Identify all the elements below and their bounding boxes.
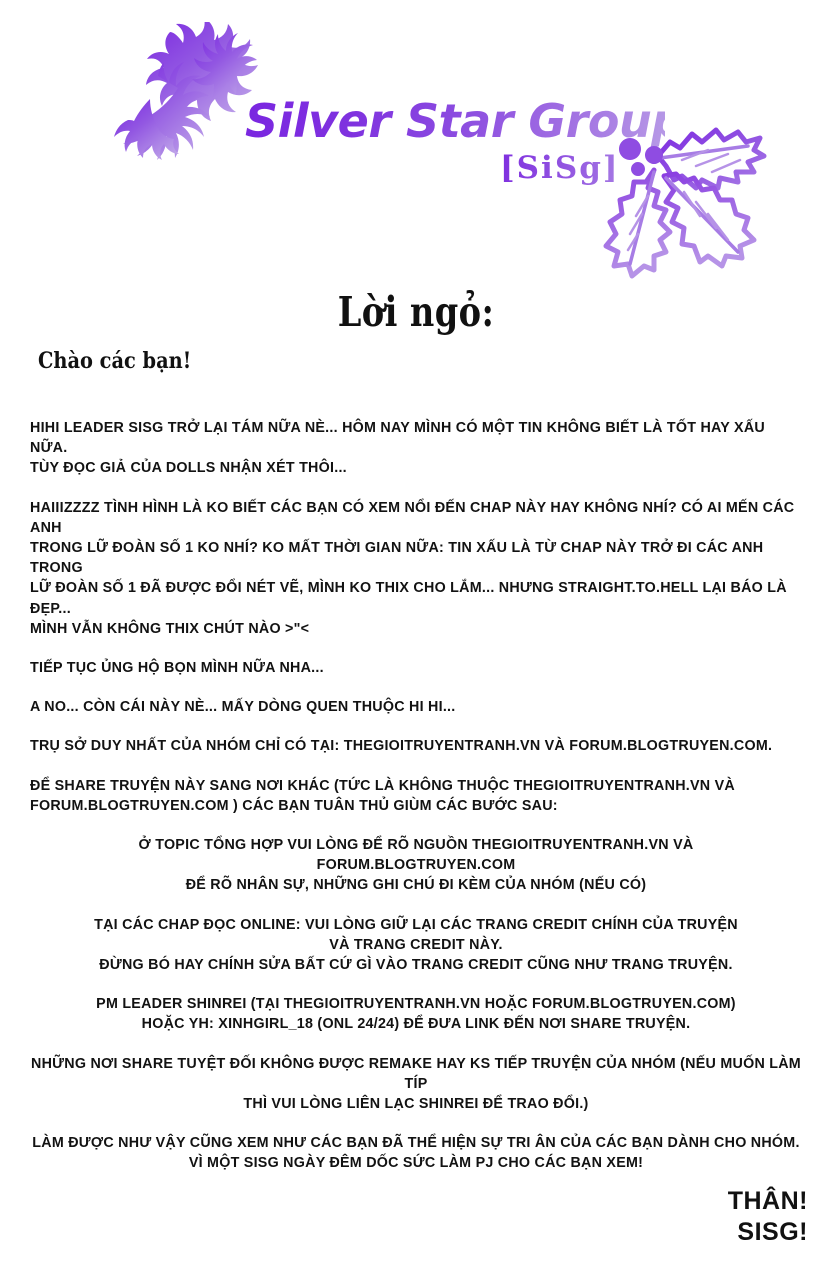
paragraph <box>30 776 802 816</box>
signoff-line-2: SISG! <box>737 1218 808 1246</box>
paragraph <box>30 915 802 976</box>
signoff-block <box>728 1186 808 1248</box>
paragraph <box>30 1133 802 1173</box>
paragraph-line: THÌ VUI LÒNG LIÊN LẠC SHINREI ĐỂ TRAO ĐỔI.) <box>243 1096 589 1113</box>
paragraph <box>30 658 802 678</box>
paragraph-line: Ở TOPIC TỔNG HỢP VUI LÒNG ĐỂ RÕ NGUỒN THEGIOITRUYENTRANH.VN VÀ <box>138 837 694 854</box>
paragraph <box>30 736 802 756</box>
paragraph-line: A NO... CÒN CÁI NÀY NÈ... MẤY DÒNG QUEN THUỘC HI HI... <box>30 699 456 716</box>
paragraph-line: ĐỂ RÕ NHÂN SỰ, NHỮNG GHI CHÚ ĐI KÈM CỦA NHÓM (NẾU CÓ) <box>185 877 647 894</box>
paragraph-line: FORUM.BLOGTRUYEN.COM <box>316 857 516 874</box>
paragraph-line: TÙY ĐỌC GIẢ CỦA DOLLS NHẬN XÉT THÔI... <box>30 460 347 477</box>
paragraph-line: TRỤ SỞ DUY NHẤT CỦA NHÓM CHỈ CÓ TẠI: THEGIOITRUYENTRANH.VN VÀ FORUM.BLOGTRUYEN.COM. <box>30 738 773 755</box>
greeting-text: Chào các bạn! <box>38 348 192 374</box>
paragraph <box>30 418 802 479</box>
paragraph <box>30 1054 802 1115</box>
paragraph-line: ĐỂ SHARE TRUYỆN NÀY SANG NƠI KHÁC (TỨC LÀ KHÔNG THUỘC THEGIOITRUYENTRANH.VN VÀ <box>30 777 735 794</box>
paragraph-line: HAIIIZZZZ TÌNH HÌNH LÀ KO BIẾT CÁC BẠN CÓ XEM NỔI ĐẾN CHAP NÀY HAY KHÔNG NHÍ? CÓ AI MẾN CÁC ANH <box>30 499 795 536</box>
paragraph-line: TẠI CÁC CHAP ĐỌC ONLINE: VUI LÒNG GIỮ LẠI CÁC TRANG CREDIT CHÍNH CỦA TRUYỆN <box>94 916 738 933</box>
signoff-line-1: THÂN! <box>727 1187 808 1215</box>
paragraph <box>30 835 802 896</box>
paragraph <box>30 994 802 1034</box>
paragraph-line: LÀM ĐƯỢC NHƯ VẬY CŨNG XEM NHƯ CÁC BẠN ĐÃ THỂ HIỆN SỰ TRI ÂN CỦA CÁC BẠN DÀNH CHO NHÓM. <box>32 1135 800 1152</box>
paragraph-line: HOẶC YH: XINHGIRL_18 (ONL 24/24) ĐỂ ĐƯA LINK ĐẾN NƠI SHARE TRUYỆN. <box>141 1016 691 1033</box>
paragraph-line: VÀ TRANG CREDIT NÀY. <box>329 936 503 953</box>
maple-leaf-ornament <box>596 104 786 279</box>
paragraph-line: FORUM.BLOGTRUYEN.COM ) CÁC BẠN TUÂN THỦ GIÙM CÁC BƯỚC SAU: <box>30 797 558 814</box>
paragraph-line: MÌNH VẪN KHÔNG THIX CHÚT NÀO >"< <box>30 620 310 637</box>
logo-banner <box>0 0 832 285</box>
credits-body <box>30 418 802 1193</box>
paragraph <box>30 498 802 639</box>
paragraph-line: VÌ MỘT SISG NGÀY ĐÊM DỐC SỨC LÀM PJ CHO CÁC BẠN XEM! <box>188 1155 644 1172</box>
logo-subwordmark: [SiSg] <box>500 148 660 190</box>
paragraph-line: TRONG LỮ ĐOÀN SỐ 1 KO NHÍ? KO MẤT THỜI GIAN NỮA: TIN XẤU LÀ TỪ CHAP NÀY TRỞ ĐI CÁC ANH TRONG <box>30 540 764 577</box>
filigree-flourish-ornament <box>108 22 268 177</box>
paragraph-line: HIHI LEADER SISG TRỞ LẠI TÁM NỮA NÈ... HÔM NAY MÌNH CÓ MỘT TIN KHÔNG BIẾT LÀ TỐT HAY XẤU NỮA. <box>30 420 765 457</box>
paragraph-line: PM LEADER SHINREI (TẠI THEGIOITRUYENTRANH.VN HOẶC FORUM.BLOGTRUYEN.COM) <box>96 996 736 1013</box>
page-title: Lời ngỏ: <box>337 288 495 336</box>
paragraph-line: ĐỪNG BÓ HAY CHÍNH SỬA BẤT CỨ GÌ VÀO TRANG CREDIT CŨNG NHƯ TRANG TRUYỆN. <box>99 957 733 974</box>
paragraph-line: LỮ ĐOÀN SỐ 1 ĐÃ ĐƯỢC ĐỔI NÉT VẼ, MÌNH KO THIX CHO LẮM... NHƯNG STRAIGHT.TO.HELL LẠI BÁO LÀ ĐẸP... <box>30 580 787 617</box>
paragraph <box>30 697 802 717</box>
paragraph-line: TIẾP TỤC ỦNG HỘ BỌN MÌNH NỮA NHA... <box>30 660 324 677</box>
paragraph-line: NHỮNG NƠI SHARE TUYỆT ĐỐI KHÔNG ĐƯỢC REMAKE HAY KS TIẾP TRUYỆN CỦA NHÓM (NẾU MUỐN LÀM TÍP <box>31 1055 801 1092</box>
logo-wordmark: Silver Star Group <box>245 92 665 154</box>
